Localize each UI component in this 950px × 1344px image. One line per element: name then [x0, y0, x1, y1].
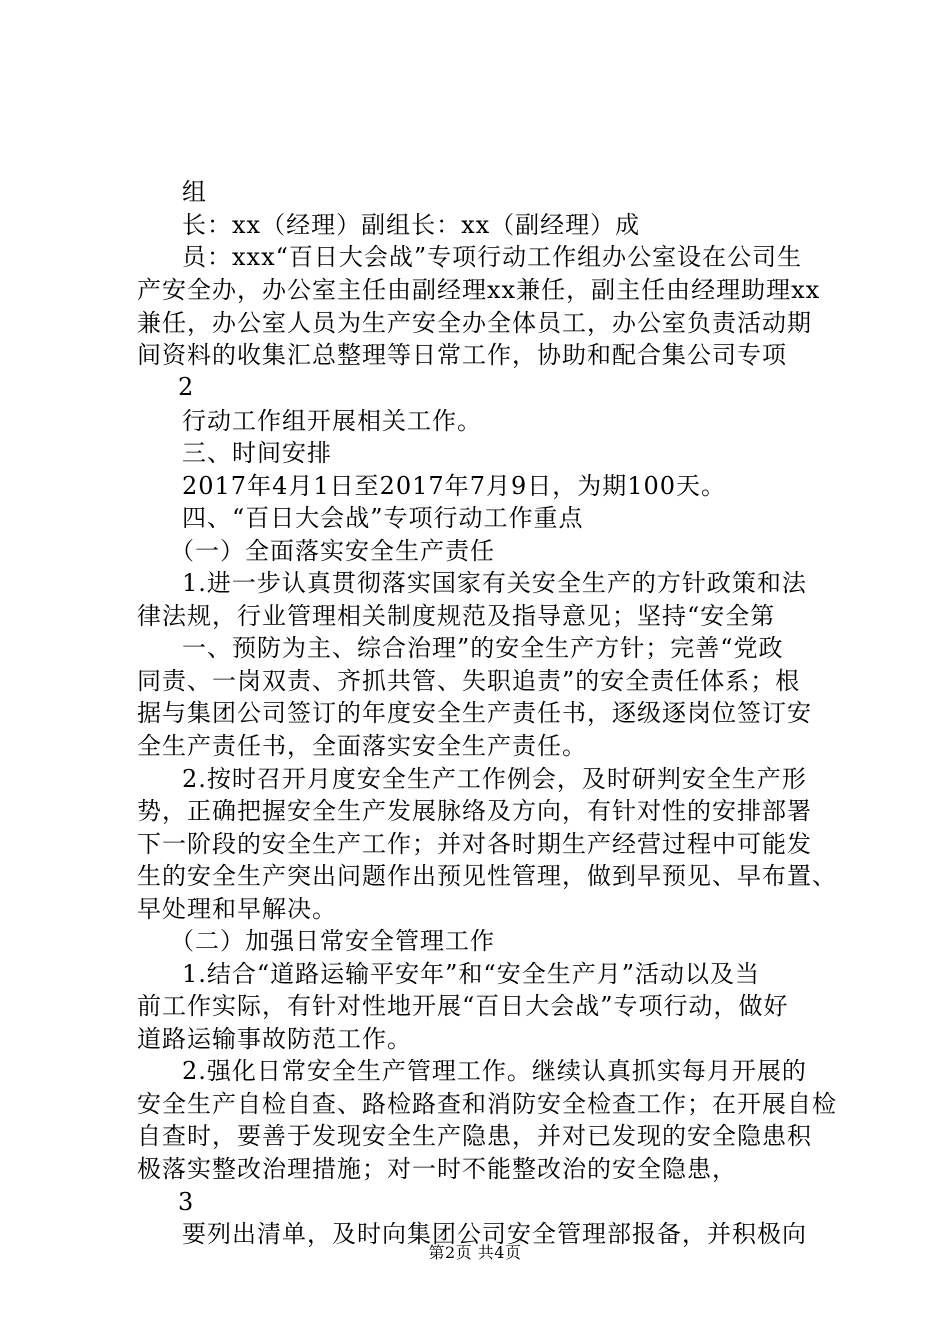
text-line: 早处理和早解决。 [137, 895, 337, 923]
subsection-heading: （二）加强日常安全管理工作 [170, 927, 495, 955]
text-line: 组 [182, 178, 207, 206]
text-line: 前工作实际，有针对性地开展“百日大会战”专项行动，做好 [137, 992, 789, 1020]
page-number-marker: 2 [178, 373, 195, 401]
text-line: 2017年4月1日至2017年7月9日，为期100天。 [182, 472, 727, 500]
text-line: 自查时，要善于发现安全生产隐患，并对已发现的安全隐患积 [137, 1122, 812, 1150]
page-number-marker: 3 [178, 1188, 195, 1216]
text-line: 1.进一步认真贯彻落实国家有关安全生产的方针政策和法 [182, 569, 807, 597]
text-line: 安全生产自检自查、路检路查和消防安全检查工作；在开展自检 [137, 1090, 837, 1118]
text-line: 道路运输事故防范工作。 [137, 1025, 412, 1053]
section-heading: 四、“百日大会战”专项行动工作重点 [182, 504, 584, 532]
text-line: 长：xx（经理）副组长：xx（副经理）成 [182, 211, 641, 239]
text-line: 一、预防为主、综合治理”的安全生产方针；完善“党政 [182, 634, 784, 662]
text-line: 要列出清单，及时向集团公司安全管理部报备，并积极向 [182, 1220, 807, 1248]
text-line: 同责、一岗双责、齐抓共管、失职追责”的安全责任体系；根 [137, 667, 801, 695]
section-heading: 三、时间安排 [182, 439, 332, 467]
text-line: 行动工作组开展相关工作。 [182, 407, 482, 435]
text-line: 产安全办，办公室主任由副经理xx兼任，副主任由经理助理xx [137, 276, 821, 304]
text-line: 间资料的收集汇总整理等日常工作，协助和配合集公司专项 [137, 341, 787, 369]
text-line: 生的安全生产突出问题作出预见性管理，做到早预见、早布置、 [137, 862, 837, 890]
text-line: 2.按时召开月度安全生产工作例会，及时研判安全生产形 [182, 765, 807, 793]
text-line: 律法规，行业管理相关制度规范及指导意见；坚持“安全第 [137, 602, 776, 630]
text-line: 下一阶段的安全生产工作；并对各时期生产经营过程中可能发 [137, 830, 812, 858]
text-line: 员：xxx“百日大会战”专项行动工作组办公室设在公司生 [182, 243, 803, 271]
subsection-heading: （一）全面落实安全生产责任 [170, 537, 495, 565]
page-footer: 第2页 共4页 [428, 1243, 522, 1262]
text-line: 据与集团公司签订的年度安全生产责任书，逐级逐岗位签订安 [137, 699, 812, 727]
text-line: 全生产责任书，全面落实安全生产责任。 [137, 732, 587, 760]
text-line: 1.结合“道路运输平安年”和“安全生产月”活动以及当 [182, 960, 760, 988]
text-line: 2.强化日常安全生产管理工作。继续认真抓实每月开展的 [182, 1057, 807, 1085]
text-line: 势，正确把握安全生产发展脉络及方向，有针对性的安排部署 [137, 797, 812, 825]
text-line: 兼任，办公室人员为生产安全办全体员工，办公室负责活动期 [137, 309, 812, 337]
text-line: 极落实整改治理措施；对一时不能整改治的安全隐患， [137, 1155, 737, 1183]
